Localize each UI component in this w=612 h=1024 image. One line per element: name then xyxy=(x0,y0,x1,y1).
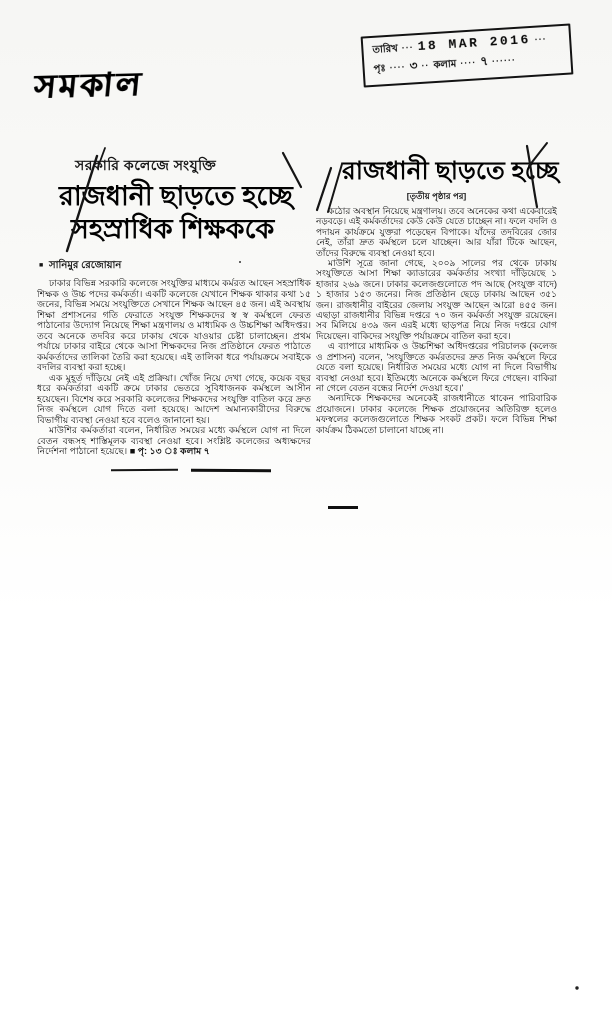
article-kicker: সরকারি কলেজে সংযুক্তি xyxy=(75,157,217,173)
stamp-leader-dots: ······ xyxy=(491,54,517,67)
byline-bullet-icon: ■ xyxy=(39,261,44,269)
newspaper-masthead: সমকাল xyxy=(32,64,146,105)
article-body xyxy=(37,278,311,470)
stamp-leader-dots: ···· xyxy=(389,61,407,73)
rule-segment xyxy=(111,469,178,471)
body-paragraph: অন্যদিকে শিক্ষকদের অনেকেই রাজধানীতে থাকেন পারিবারিক প্রয়োজনে। ঢাকার কলেজে শিক্ষক প্রয়োজনের অতিরিক্ত হলেও মফস্বলের কলেজগুলোতে শিক্ষক সংকট প্রকট। ফলে বিভিন্ন শিক্ষা কার্যক্রম ঠিকমতো চালানো যাচ্ছে না। xyxy=(316,393,557,435)
continuation-body xyxy=(316,206,557,502)
date-stamp xyxy=(361,23,574,87)
stamp-column-value: ৭ xyxy=(479,53,489,69)
body-paragraph: ঢাকার বিভিন্ন সরকারি কলেজে সংযুক্তির মাধ্যমে কর্মরত আছেন সহস্রাধিক শিক্ষক ও উচ্চ পদের কর্মকর্তা। একটি কলেজে যেখানে শিক্ষক থাকার কথা ১৫ জনের, বিভিন্ন সময়ে সংযুক্তিতে সেখানে শিক্ষক আছেন ৪৫ জন। এই অবস্থায় শিক্ষা প্রশাসনের গতি ফেরাতে সংযুক্ত শিক্ষকদের স্ব স্ব কর্মস্থলে ফেরত পাঠানোর উদ্যোগ নিয়েছে শিক্ষা মন্ত্রণালয় ও মাধ্যমিক ও উচ্চশিক্ষা অধিদপ্তর। তবে অনেকে তদবির করে ঢাকায় থেকে যাওয়ার চেষ্টা চালাচ্ছেন। প্রথম পর্যায়ে ঢাকার বাইরে থেকে আসা শিক্ষকদের নিজ প্রতিষ্ঠানে ফেরত পাঠাতে কর্মকর্তাদের তালিকা তৈরি করা হয়েছে। এই তালিকা ধরে পর্যায়ক্রমে সবাইকে বদলির ব্যবস্থা করা হচ্ছে। xyxy=(37,278,311,372)
headline-line-1: রাজধানী ছাড়তে হচ্ছে xyxy=(59,181,293,211)
article-end-rule xyxy=(328,506,358,509)
stamp-page-label: পৃঃ xyxy=(373,63,387,75)
stamp-leader-dots: ··· xyxy=(401,42,415,54)
stamp-date-label: তারিখ xyxy=(372,43,399,56)
stamp-leader-dots: ··· xyxy=(534,33,548,45)
stamp-leader-dots: ···· xyxy=(460,57,477,69)
byline-name: সানিমুর রেজোয়ান xyxy=(49,260,122,271)
body-paragraph xyxy=(37,425,311,457)
byline xyxy=(39,258,311,275)
stamp-leader-dots: ·· xyxy=(421,60,430,71)
body-paragraph: এ ব্যাপারে মাধ্যমিক ও উচ্চশিক্ষা অধিদপ্তরের পরিচালক (কলেজ ও প্রশাসন) বলেন, 'সংযুক্তিতে কর্মরতদের দ্রুত নিজ কর্মস্থলে ফিরে যেতে বলা হয়েছে। নির্ধারিত সময়ের মধ্যে যোগ না দিলে বিভাগীয় ব্যবস্থা নেওয়া হবে। ইতিমধ্যে অনেকে কর্মস্থলে ফিরে গেছেন। বাকিরা না গেলে বেতন বন্ধের নির্দেশ দেওয়া হবে।' xyxy=(316,341,557,393)
body-paragraph-text: মাউশির কর্মকর্তারা বলেন, নির্ধারিত সময়ের মধ্যে কর্মস্থলে যোগ না দিলে বেতন বন্ধসহ শাস্তিমূলক ব্যবস্থা নেওয়া হবে। সংশ্লিষ্ট কলেজের অধ্যক্ষদের নির্দেশনা পাঠানো হয়েছে। xyxy=(37,425,311,456)
headline-line-2: সহস্রাধিক শিক্ষককে xyxy=(71,214,275,244)
article-continuation xyxy=(316,150,557,509)
continued-from-note: [তৃতীয় পৃষ্ঠার পর] xyxy=(406,191,467,201)
body-paragraph: মাউশি সূত্রে জানা গেছে, ২০০৯ সালের পর থেকে ঢাকায় সংযুক্তিতে আসা শিক্ষা ক্যাডারের কর্মকর্তার সংখ্যা দাঁড়িয়েছে ১ হাজার ২৬৯ জনে। ঢাকার কলেজগুলোতে পদ আছে (সংযুক্ত বাদে) ১ হাজার ১৫৩ জনের। নিজ প্রতিষ্ঠান ছেড়ে ঢাকায় আছেন ৩৫১ জন। রাজধানীর বাইরের জেলায় সংযুক্ত আছেন আরো ৪৫৫ জন। এছাড়া রাজধানীর বিভিন্ন দপ্তরে ৭০ জন কর্মকর্তা সংযুক্ত রয়েছেন। সব মিলিয়ে ৪৩৯ জন এরই মধ্যে ছাড়পত্র নিয়ে নিজ দপ্তরে যোগ দিয়েছেন। বাকিদের সংযুক্তি পর্যায়ক্রমে বাতিল করা হবে। xyxy=(316,258,557,341)
body-paragraph: এক মুহূর্ত দাঁড়িয়ে নেই এই প্রক্রিয়া। খোঁজ নিয়ে দেখা গেছে, কয়েক বছর ধরে কর্মকর্তারা একটি ক্রমে ঢাকার ভেতরে সুবিধাজনক কর্মস্থলে আসীন হয়েছেন। বিশেষ করে সরকারি কলেজের শিক্ষকদের সংযুক্তি বাতিল করে দ্রুত নিজ কর্মস্থলে যোগ দিতে বলা হয়েছে। আদেশ অমান্যকারীদের বিরুদ্ধে বিভাগীয় ব্যবস্থা নেওয়া হবে বলেও জানানো হয়। xyxy=(37,372,311,425)
column-divider-rules xyxy=(111,469,311,472)
stamp-page-value: ৩ xyxy=(409,58,418,73)
jump-to-page-marker: ■ পৃ: ১৩ ঃ কলাম ৭ xyxy=(129,446,210,456)
rule-segment xyxy=(191,469,271,472)
article-main xyxy=(37,154,311,470)
body-paragraph: কঠোর অবস্থান নিয়েছে মন্ত্রণালয়। তবে অনেকের কথা একেবারেই নড়বড়ে। এই কর্মকর্তাদের কেউ কেউ যেতে চাচ্ছেন না। ফলে বদলি ও পদায়ন কার্যক্রমে যুক্তরা পড়েছেন বিপাকে। যাঁদের তদবিরের জোর নেই, তাঁরা দ্রুত কর্মস্থলে চলে যাচ্ছেন। আর যাঁরা টিকে আছেন, তাঁদের বিরুদ্ধে ব্যবস্থা নেওয়া হবে। xyxy=(316,206,557,258)
stamp-column-label: কলাম xyxy=(433,58,457,72)
stray-ink-dot xyxy=(575,986,578,989)
stamp-date-value: 18 MAR 2016 xyxy=(417,31,532,55)
continuation-headline: রাজধানী ছাড়তে হচ্ছে xyxy=(342,157,559,185)
